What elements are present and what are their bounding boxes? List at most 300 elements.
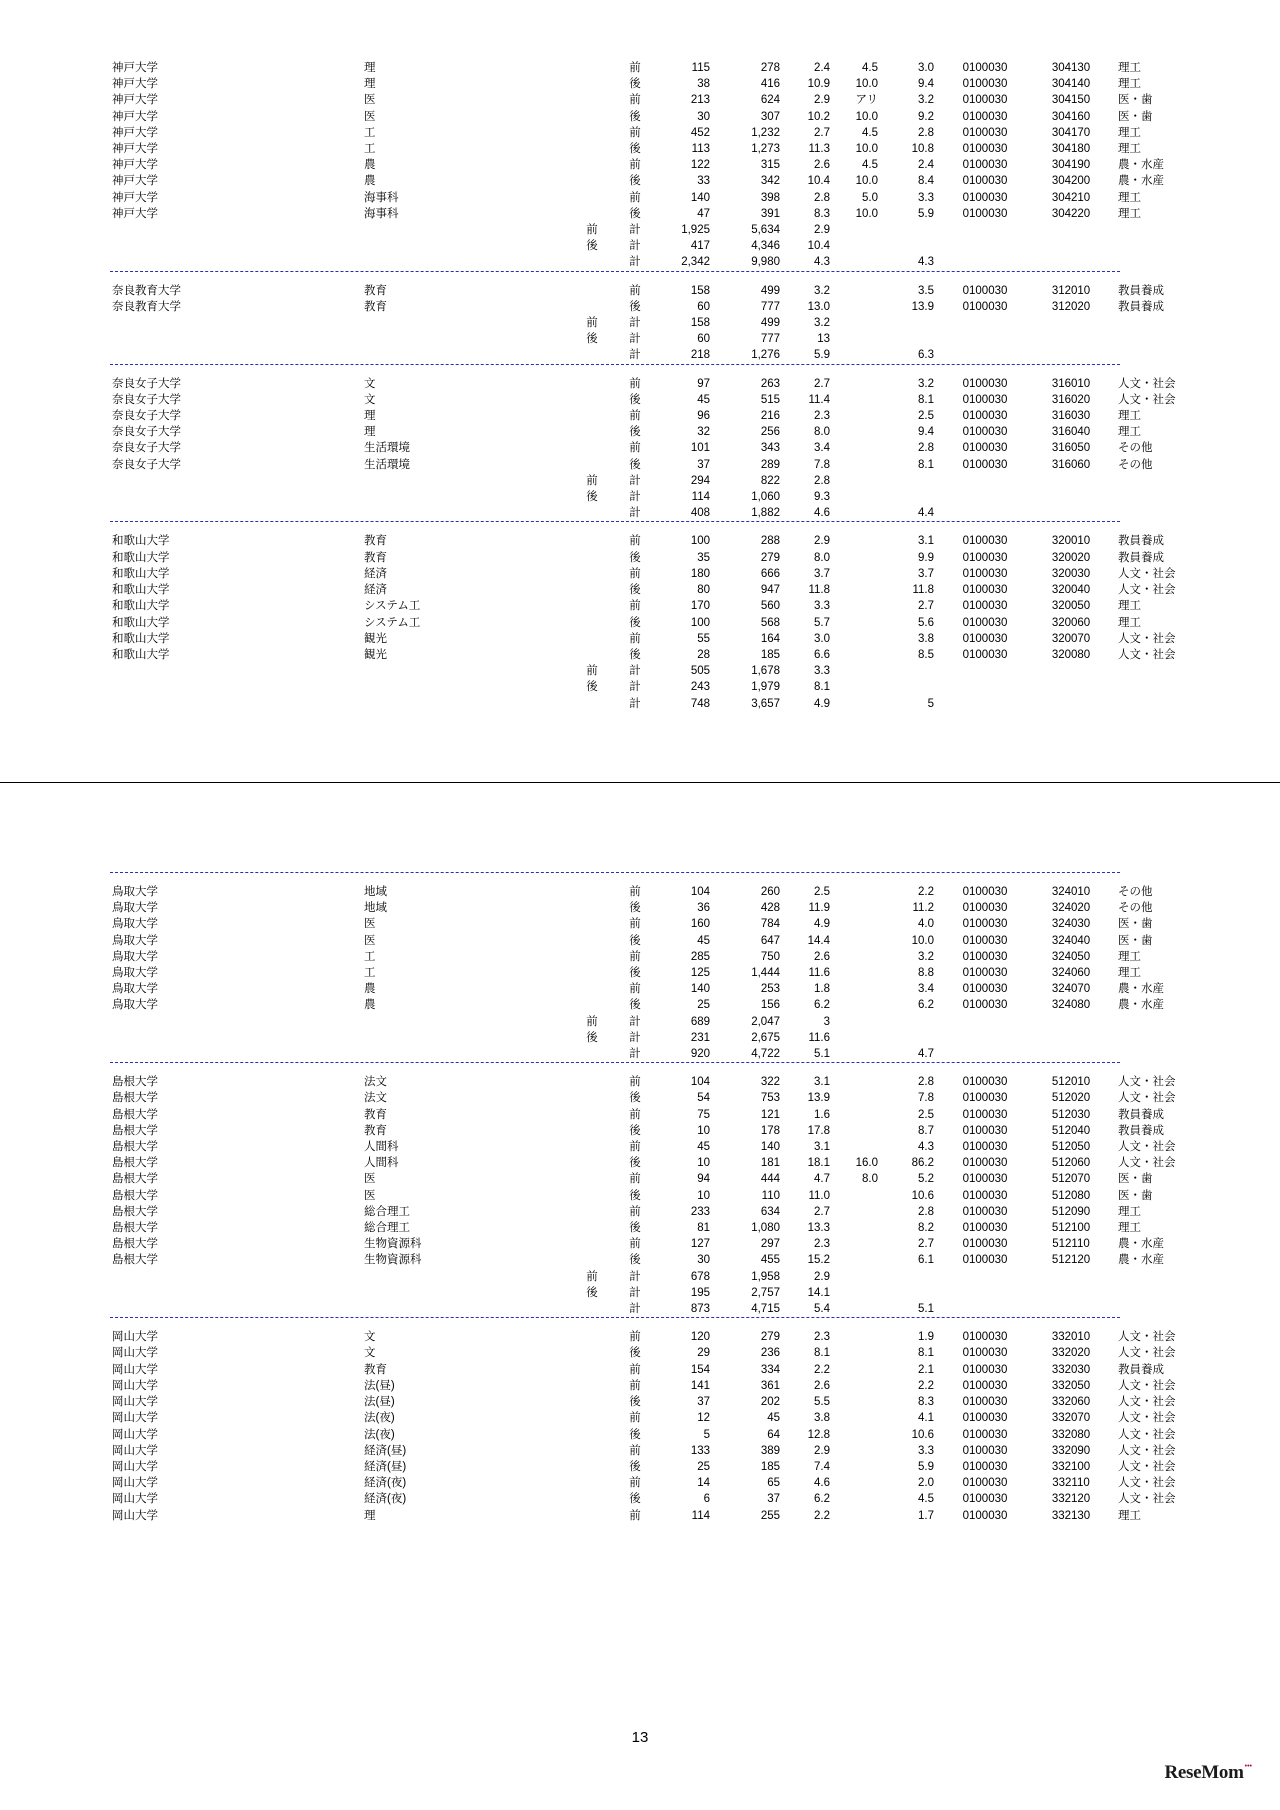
cell-code-a [940, 679, 1030, 695]
cell-prev-b: 9.4 [918, 78, 934, 91]
table-row [110, 489, 1220, 505]
table-row [110, 1171, 1220, 1187]
cell-code-b: 304140 [1051, 78, 1091, 91]
table-row [110, 1123, 1220, 1139]
cell-university: 岡山大学 [112, 1493, 158, 1506]
cell-code-b: 320010 [1051, 535, 1091, 548]
cell-term-group [568, 1220, 616, 1236]
cell-category: 農・水産 [1118, 1238, 1164, 1251]
cell-prev-a [836, 533, 884, 549]
cell-category: 理工 [1118, 600, 1141, 613]
cell-code-b: 332030 [1051, 1363, 1091, 1376]
cell-row-label: 後 [629, 1157, 641, 1170]
cell-faculty: 医 [364, 934, 376, 947]
cell-term-group [568, 615, 616, 631]
cell-row-label: 計 [629, 1015, 641, 1028]
cell-ratio: 2.6 [814, 1379, 830, 1392]
cell-ratio: 2.9 [814, 94, 830, 107]
cell-term-group [568, 997, 616, 1013]
cell-prev-a [836, 331, 884, 347]
cell-capacity: 45 [697, 934, 710, 947]
table-row [110, 1508, 1220, 1524]
cell-code-a: 0100030 [962, 143, 1008, 156]
cell-code-b: 332060 [1051, 1396, 1091, 1409]
table-row [110, 1443, 1220, 1459]
cell-prev-a: 4.5 [862, 62, 878, 74]
cell-row-label: 前 [629, 62, 641, 74]
table-row [110, 190, 1220, 206]
cell-university: 奈良女子大学 [112, 393, 181, 406]
cell-ratio: 7.8 [814, 458, 830, 471]
cell-applicants: 1,444 [751, 967, 780, 980]
cell-capacity: 160 [690, 918, 710, 931]
cell-prev-b: 2.8 [918, 1205, 934, 1218]
cell-ratio: 13.0 [807, 300, 830, 313]
cell-code-a: 0100030 [962, 1124, 1008, 1137]
cell-prev-a [836, 1475, 884, 1491]
cell-faculty [358, 696, 568, 712]
cell-row-label: 前 [629, 886, 641, 898]
cell-prev-a [836, 238, 884, 254]
table-row [110, 392, 1220, 408]
cell-code-a: 0100030 [962, 1189, 1008, 1202]
cell-applicants: 185 [760, 648, 780, 661]
cell-university: 岡山大学 [112, 1428, 158, 1441]
cell-university: 奈良女子大学 [112, 426, 181, 439]
cell-category [1112, 679, 1220, 695]
cell-faculty: 教育 [364, 284, 387, 297]
cell-university: 神戸大学 [112, 143, 158, 156]
cell-applicants: 1,232 [751, 126, 780, 139]
cell-row-label: 計 [629, 1031, 641, 1044]
cell-term-group [568, 254, 616, 270]
cell-prev-b: 4.1 [918, 1412, 934, 1425]
cell-ratio: 13 [817, 333, 830, 346]
cell-code-a: 0100030 [962, 94, 1008, 107]
cell-category: 理工 [1118, 1205, 1141, 1218]
cell-prev-b: 2.7 [918, 600, 934, 613]
cell-university: 鳥取大学 [112, 918, 158, 931]
cell-ratio: 4.7 [814, 1173, 830, 1186]
cell-code-a: 0100030 [962, 1141, 1008, 1154]
cell-code-a [940, 238, 1030, 254]
cell-code-b: 316020 [1051, 393, 1091, 406]
cell-category: 理工 [1118, 950, 1141, 963]
cell-prev-a: 10.0 [855, 143, 878, 156]
cell-faculty: 教育 [364, 300, 387, 313]
cell-category: その他 [1118, 902, 1153, 915]
cell-code-a [940, 347, 1030, 363]
cell-prev-a [836, 222, 884, 238]
cell-term-group [568, 190, 616, 206]
cell-capacity: 38 [697, 78, 710, 91]
cell-applicants: 64 [767, 1428, 780, 1441]
cell-row-label: 前 [629, 1509, 641, 1522]
cell-university: 島根大学 [112, 1189, 158, 1202]
cell-category: 農・水産 [1118, 1254, 1164, 1267]
table-row [110, 1269, 1220, 1285]
cell-code-b: 320020 [1051, 551, 1091, 564]
cell-term-group [568, 1362, 616, 1378]
cell-row-label: 計 [629, 349, 641, 362]
cell-applicants: 455 [760, 1254, 780, 1267]
cell-term-group [568, 1090, 616, 1106]
cell-code-a: 0100030 [962, 1331, 1008, 1344]
cell-row-label: 後 [629, 648, 641, 661]
cell-faculty: 医 [364, 110, 376, 123]
cell-term-group [568, 1123, 616, 1139]
cell-university [110, 1285, 358, 1301]
cell-category: 医・歯 [1118, 918, 1153, 931]
cell-applicants: 181 [760, 1157, 780, 1170]
data-table-shimane [110, 1074, 1220, 1317]
cell-term-group [568, 424, 616, 440]
cell-capacity: 6 [703, 1493, 710, 1506]
page-number: 13 [631, 1729, 649, 1746]
cell-university: 島根大学 [112, 1222, 158, 1235]
cell-row-label: 後 [629, 143, 641, 156]
table-row [110, 916, 1220, 932]
cell-university: 岡山大学 [112, 1460, 158, 1473]
cell-capacity: 114 [691, 491, 710, 504]
cell-faculty: 文 [364, 393, 376, 406]
cell-category: 理工 [1118, 410, 1141, 423]
cell-category: 農・水産 [1118, 999, 1164, 1012]
cell-applicants: 947 [760, 584, 780, 597]
cell-prev-a [836, 315, 884, 331]
table-row [110, 1410, 1220, 1426]
cell-code-b [1030, 1046, 1112, 1062]
table-row [110, 1155, 1220, 1171]
cell-code-b: 316050 [1051, 442, 1091, 455]
cell-faculty: 生物資源科 [364, 1254, 422, 1267]
table-row [110, 1220, 1220, 1236]
cell-applicants: 156 [760, 999, 780, 1012]
cell-prev-b: 2.7 [918, 1238, 934, 1251]
cell-capacity: 30 [697, 110, 710, 123]
table-row [110, 1188, 1220, 1204]
cell-code-a [940, 1046, 1030, 1062]
cell-code-a: 0100030 [962, 967, 1008, 980]
cell-code-b: 332110 [1052, 1477, 1090, 1490]
cell-faculty: 理 [364, 1509, 376, 1522]
cell-prev-b [884, 1030, 940, 1046]
cell-faculty: 生物資源科 [364, 1238, 422, 1251]
cell-ratio: 13.3 [807, 1222, 830, 1235]
cell-capacity: 104 [690, 1076, 710, 1089]
cell-faculty: 医 [364, 94, 376, 107]
cell-code-b: 324080 [1051, 999, 1091, 1012]
cell-code-a [940, 696, 1030, 712]
cell-applicants: 784 [760, 918, 780, 931]
cell-prev-a [836, 489, 884, 505]
cell-university [110, 473, 358, 489]
cell-applicants: 361 [760, 1379, 780, 1392]
cell-row-label: 計 [629, 224, 641, 237]
table-row [110, 331, 1220, 347]
cell-university: 和歌山大学 [112, 648, 170, 661]
cell-faculty: 医 [364, 1189, 376, 1202]
cell-faculty: 法(夜) [364, 1412, 395, 1425]
cell-university: 鳥取大学 [112, 999, 158, 1012]
cell-prev-a [836, 376, 884, 392]
cell-faculty: 工 [364, 950, 376, 963]
cell-category: 理工 [1118, 1222, 1141, 1235]
table-row [110, 440, 1220, 456]
cell-ratio: 3.7 [814, 567, 830, 580]
cell-faculty: 理 [364, 410, 376, 423]
cell-category: 人文・社会 [1118, 1076, 1176, 1089]
cell-code-a: 0100030 [962, 1238, 1008, 1251]
cell-term-group [568, 299, 616, 315]
cell-faculty: 経済(昼) [364, 1460, 407, 1473]
cell-term-group [568, 60, 616, 76]
table-row [110, 1285, 1220, 1301]
cell-faculty: システム工 [364, 616, 421, 629]
cell-prev-a [836, 582, 884, 598]
table-row [110, 408, 1220, 424]
data-table-wakayama [110, 533, 1220, 711]
cell-ratio: 15.2 [807, 1254, 830, 1267]
cell-applicants: 255 [760, 1509, 780, 1522]
cell-code-a: 0100030 [962, 648, 1008, 661]
cell-prev-b: 8.1 [918, 458, 934, 471]
cell-university [110, 505, 358, 521]
cell-university: 鳥取大学 [112, 902, 158, 915]
cell-code-b: 332130 [1051, 1509, 1091, 1522]
cell-code-b: 304160 [1051, 110, 1091, 123]
cell-row-label: 前 [629, 1477, 641, 1490]
table-row [110, 283, 1220, 299]
cell-prev-a [836, 615, 884, 631]
cell-prev-b: 3.7 [918, 567, 934, 580]
cell-term-group [568, 981, 616, 997]
cell-capacity: 12 [697, 1412, 710, 1425]
cell-row-label: 後 [629, 1428, 641, 1441]
cell-code-b: 332050 [1051, 1379, 1091, 1392]
cell-university: 和歌山大学 [112, 567, 170, 580]
cell-row-label: 後 [629, 1347, 641, 1360]
cell-term-group [568, 141, 616, 157]
cell-university: 岡山大学 [112, 1396, 158, 1409]
cell-code-b: 320080 [1051, 648, 1091, 661]
cell-term-group [568, 1394, 616, 1410]
cell-row-label: 後 [629, 999, 641, 1012]
cell-prev-b: 8.3 [918, 1396, 934, 1409]
cell-capacity: 748 [690, 697, 710, 710]
cell-applicants: 444 [760, 1173, 780, 1186]
cell-code-a: 0100030 [962, 1412, 1008, 1425]
cell-prev-a [836, 647, 884, 663]
table-row [110, 1046, 1220, 1062]
cell-faculty [358, 331, 568, 347]
cell-code-a: 0100030 [962, 934, 1008, 947]
cell-code-a: 0100030 [962, 110, 1008, 123]
cell-term-group [568, 1236, 616, 1252]
cell-capacity: 154 [690, 1363, 710, 1376]
cell-category [1112, 489, 1220, 505]
cell-applicants: 560 [760, 600, 780, 613]
cell-capacity: 122 [690, 159, 710, 172]
cell-row-label: 前 [629, 284, 641, 297]
cell-faculty: 工 [364, 143, 376, 156]
table-row [110, 1074, 1220, 1090]
cell-prev-a [836, 1252, 884, 1268]
cell-applicants: 315 [760, 159, 780, 172]
cell-category: 医・歯 [1118, 1189, 1153, 1202]
cell-row-label: 前 [629, 1331, 641, 1344]
cell-capacity: 180 [690, 567, 710, 580]
cell-prev-b: 2.8 [918, 126, 934, 139]
cell-university: 神戸大学 [112, 62, 158, 74]
cell-capacity: 231 [690, 1031, 710, 1044]
table-row [110, 109, 1220, 125]
cell-code-b: 304150 [1051, 94, 1091, 107]
cell-faculty: 法(昼) [364, 1379, 395, 1392]
cell-category [1112, 663, 1220, 679]
cell-university: 奈良教育大学 [112, 284, 181, 297]
cell-prev-b: 3.3 [918, 1444, 934, 1457]
cell-applicants: 279 [760, 1331, 780, 1344]
cell-row-label: 前 [629, 1108, 641, 1121]
cell-category [1112, 331, 1220, 347]
cell-category: 医・歯 [1118, 1173, 1153, 1186]
table-row [110, 1030, 1220, 1046]
cell-university: 島根大学 [112, 1076, 158, 1089]
cell-faculty: 生活環境 [364, 458, 410, 471]
cell-university: 岡山大学 [112, 1477, 158, 1490]
cell-prev-a [836, 1220, 884, 1236]
cell-university: 奈良女子大学 [112, 442, 181, 455]
cell-faculty: 経済(昼) [364, 1444, 407, 1457]
table-row [110, 679, 1220, 695]
cell-university: 鳥取大学 [112, 983, 158, 996]
cell-term-group [568, 582, 616, 598]
cell-applicants: 4,722 [751, 1048, 780, 1061]
cell-term-group [568, 347, 616, 363]
table-row [110, 1252, 1220, 1268]
cell-prev-b: 6.2 [918, 999, 934, 1012]
cell-prev-a [836, 965, 884, 981]
cell-code-a [940, 663, 1030, 679]
cell-ratio: 8.1 [814, 681, 830, 694]
cell-capacity: 104 [690, 886, 710, 898]
cell-code-b: 512060 [1051, 1157, 1091, 1170]
cell-term-group: 後 [586, 1286, 598, 1299]
cell-category: 農・水産 [1118, 159, 1164, 172]
cell-term-group: 前 [586, 665, 598, 678]
table-row [110, 457, 1220, 473]
cell-term-group [568, 566, 616, 582]
cell-capacity: 141 [690, 1379, 710, 1392]
cell-ratio: 4.6 [814, 507, 830, 520]
cell-row-label: 後 [629, 426, 641, 439]
cell-capacity: 96 [697, 410, 710, 423]
cell-category [1112, 1046, 1220, 1062]
cell-prev-a [836, 916, 884, 932]
cell-term-group [568, 900, 616, 916]
cell-category: 人文・社会 [1118, 1331, 1176, 1344]
table-row [110, 1427, 1220, 1443]
cell-prev-b: 1.7 [918, 1509, 934, 1522]
cell-term-group [568, 598, 616, 614]
cell-university: 鳥取大学 [112, 886, 158, 898]
cell-prev-b: 2.8 [918, 1076, 934, 1089]
cell-code-a [940, 1030, 1030, 1046]
cell-ratio: 8.0 [814, 551, 830, 564]
cell-row-label: 前 [629, 1205, 641, 1218]
cell-faculty [358, 1285, 568, 1301]
cell-capacity: 29 [697, 1347, 710, 1360]
cell-university: 島根大学 [112, 1124, 158, 1137]
cell-prev-b: 4.4 [918, 507, 934, 520]
cell-faculty: 工 [364, 126, 376, 139]
cell-prev-b: 2.2 [918, 886, 934, 898]
cell-faculty [358, 1269, 568, 1285]
cell-category: 人文・社会 [1118, 1092, 1176, 1105]
cell-capacity: 120 [690, 1331, 710, 1344]
cell-applicants: 666 [760, 567, 780, 580]
cell-faculty: 人間科 [364, 1141, 399, 1154]
cell-applicants: 164 [760, 632, 780, 645]
cell-applicants: 634 [760, 1205, 780, 1218]
cell-code-a: 0100030 [962, 442, 1008, 455]
cell-term-group: 前 [586, 1015, 598, 1028]
cell-category: 教員養成 [1118, 535, 1164, 548]
cell-ratio: 2.9 [814, 224, 830, 237]
table-row [110, 884, 1220, 900]
cell-capacity: 920 [690, 1048, 710, 1061]
cell-category: 人文・社会 [1118, 648, 1176, 661]
table-row [110, 1459, 1220, 1475]
cell-code-a: 0100030 [962, 1363, 1008, 1376]
cell-applicants: 1,979 [751, 681, 780, 694]
cell-code-a: 0100030 [962, 207, 1008, 220]
cell-category: 教員養成 [1118, 1108, 1164, 1121]
cell-ratio: 2.9 [814, 535, 830, 548]
cell-prev-b: 8.8 [918, 967, 934, 980]
cell-faculty: 医 [364, 918, 376, 931]
cell-row-label: 後 [629, 934, 641, 947]
cell-term-group [568, 1459, 616, 1475]
cell-capacity: 60 [697, 300, 710, 313]
cell-university: 和歌山大学 [112, 616, 170, 629]
cell-code-b: 312010 [1051, 284, 1091, 297]
cell-row-label: 前 [629, 159, 641, 172]
cell-ratio: 8.1 [814, 1347, 830, 1360]
cell-university: 和歌山大学 [112, 584, 170, 597]
cell-code-b: 312020 [1051, 300, 1091, 313]
cell-prev-a: 8.0 [862, 1173, 878, 1186]
cell-code-b: 324010 [1051, 886, 1091, 898]
cell-faculty: システム工 [364, 600, 421, 613]
cell-prev-b: 5.1 [918, 1303, 934, 1316]
cell-category: 教員養成 [1118, 1124, 1164, 1137]
cell-prev-a [836, 1410, 884, 1426]
cell-row-label: 前 [629, 377, 641, 390]
table-row [110, 997, 1220, 1013]
cell-ratio: 2.5 [814, 886, 830, 898]
cell-faculty: 生活環境 [364, 442, 410, 455]
cell-prev-b: 5.9 [918, 1460, 934, 1473]
cell-university [110, 315, 358, 331]
cell-prev-b: 2.5 [918, 410, 934, 423]
table-row [110, 473, 1220, 489]
cell-prev-b: 4.5 [918, 1493, 934, 1506]
cell-prev-a [836, 254, 884, 270]
cell-ratio: 3.4 [814, 442, 830, 455]
cell-term-group [568, 1171, 616, 1187]
